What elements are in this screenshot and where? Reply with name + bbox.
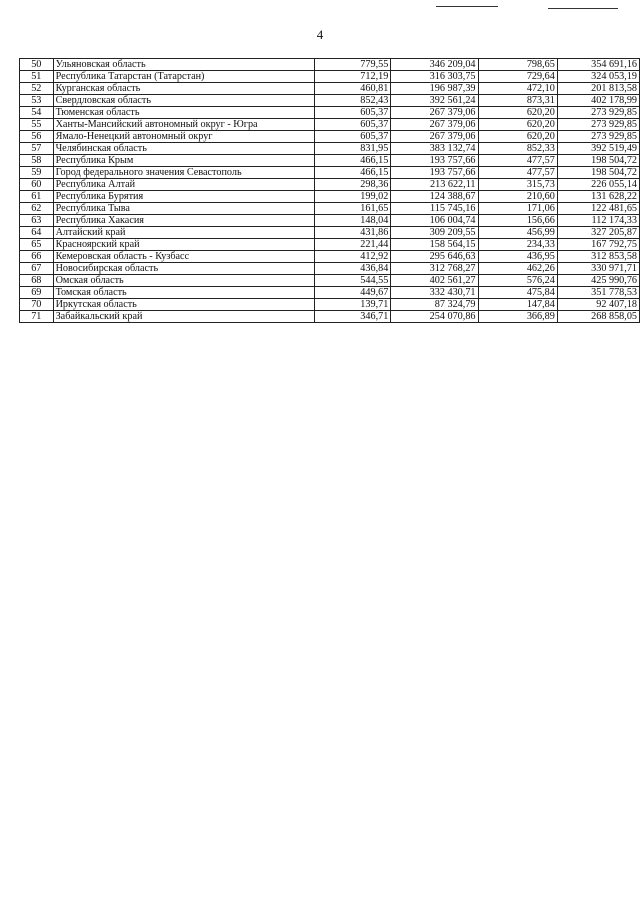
- table-row: [20, 83, 640, 95]
- value-4: 324 053,19: [557, 71, 639, 83]
- value-1: 346,71: [315, 311, 391, 323]
- value-1: 712,19: [315, 71, 391, 83]
- value-1: 449,67: [315, 287, 391, 299]
- region-name: Забайкальский край: [53, 311, 315, 323]
- row-number: 61: [20, 191, 54, 203]
- value-4: 122 481,65: [557, 203, 639, 215]
- row-number: 60: [20, 179, 54, 191]
- value-3: 475,84: [478, 287, 557, 299]
- value-3: 366,89: [478, 311, 557, 323]
- row-number: 64: [20, 227, 54, 239]
- value-2: 213 622,11: [391, 179, 478, 191]
- row-number: 71: [20, 311, 54, 323]
- value-2: 295 646,63: [391, 251, 478, 263]
- row-number: 68: [20, 275, 54, 287]
- value-1: 139,71: [315, 299, 391, 311]
- value-3: 620,20: [478, 131, 557, 143]
- value-3: 472,10: [478, 83, 557, 95]
- region-name: Ханты-Мансийский автономный округ - Югра: [53, 119, 315, 131]
- value-1: 436,84: [315, 263, 391, 275]
- region-name: Красноярский край: [53, 239, 315, 251]
- region-name: Новосибирская область: [53, 263, 315, 275]
- value-2: 115 745,16: [391, 203, 478, 215]
- value-2: 316 303,75: [391, 71, 478, 83]
- table-row: [20, 107, 640, 119]
- row-number: 59: [20, 167, 54, 179]
- region-name: Тюменская область: [53, 107, 315, 119]
- value-3: 576,24: [478, 275, 557, 287]
- region-name: Свердловская область: [53, 95, 315, 107]
- value-4: 402 178,99: [557, 95, 639, 107]
- value-4: 198 504,72: [557, 155, 639, 167]
- value-3: 234,33: [478, 239, 557, 251]
- value-1: 852,43: [315, 95, 391, 107]
- value-1: 412,92: [315, 251, 391, 263]
- value-4: 273 929,85: [557, 131, 639, 143]
- value-1: 605,37: [315, 131, 391, 143]
- row-number: 58: [20, 155, 54, 167]
- value-3: 477,57: [478, 155, 557, 167]
- value-3: 156,66: [478, 215, 557, 227]
- value-4: 312 853,58: [557, 251, 639, 263]
- value-4: 273 929,85: [557, 119, 639, 131]
- value-2: 196 987,39: [391, 83, 478, 95]
- value-2: 312 768,27: [391, 263, 478, 275]
- value-3: 171,06: [478, 203, 557, 215]
- row-number: 65: [20, 239, 54, 251]
- value-1: 161,65: [315, 203, 391, 215]
- row-number: 57: [20, 143, 54, 155]
- value-4: 351 778,53: [557, 287, 639, 299]
- page-number: 4: [316, 27, 324, 42]
- value-3: 456,99: [478, 227, 557, 239]
- value-2: 267 379,06: [391, 107, 478, 119]
- value-4: 112 174,33: [557, 215, 639, 227]
- value-2: 346 209,04: [391, 59, 478, 71]
- value-2: 383 132,74: [391, 143, 478, 155]
- value-1: 221,44: [315, 239, 391, 251]
- scan-artifact-line: [436, 6, 498, 7]
- value-3: 873,31: [478, 95, 557, 107]
- table-row: [20, 119, 640, 131]
- row-number: 69: [20, 287, 54, 299]
- value-1: 466,15: [315, 155, 391, 167]
- value-4: 201 813,58: [557, 83, 639, 95]
- table-row: [20, 143, 640, 155]
- value-4: 198 504,72: [557, 167, 639, 179]
- region-name: Республика Тыва: [53, 203, 315, 215]
- value-3: 798,65: [478, 59, 557, 71]
- value-3: 436,95: [478, 251, 557, 263]
- value-2: 124 388,67: [391, 191, 478, 203]
- value-3: 620,20: [478, 119, 557, 131]
- value-1: 831,95: [315, 143, 391, 155]
- region-name: Республика Бурятия: [53, 191, 315, 203]
- region-name: Ямало-Ненецкий автономный округ: [53, 131, 315, 143]
- row-number: 70: [20, 299, 54, 311]
- value-4: 273 929,85: [557, 107, 639, 119]
- row-number: 62: [20, 203, 54, 215]
- row-number: 66: [20, 251, 54, 263]
- value-3: 729,64: [478, 71, 557, 83]
- table-row: [20, 95, 640, 107]
- row-number: 56: [20, 131, 54, 143]
- value-2: 158 564,15: [391, 239, 478, 251]
- value-1: 466,15: [315, 167, 391, 179]
- table-row: [20, 299, 640, 311]
- table-row: [20, 155, 640, 167]
- value-3: 620,20: [478, 107, 557, 119]
- value-4: 167 792,75: [557, 239, 639, 251]
- table-row: [20, 287, 640, 299]
- value-2: 267 379,06: [391, 131, 478, 143]
- region-name: Республика Хакасия: [53, 215, 315, 227]
- region-name: Республика Крым: [53, 155, 315, 167]
- value-1: 779,55: [315, 59, 391, 71]
- row-number: 51: [20, 71, 54, 83]
- value-3: 147,84: [478, 299, 557, 311]
- regions-table: [19, 58, 640, 323]
- value-1: 544,55: [315, 275, 391, 287]
- value-4: 226 055,14: [557, 179, 639, 191]
- value-4: 330 971,71: [557, 263, 639, 275]
- table-row: [20, 167, 640, 179]
- table-row: [20, 251, 640, 263]
- table-row: [20, 263, 640, 275]
- region-name: Кемеровская область - Кузбасс: [53, 251, 315, 263]
- value-4: 327 205,87: [557, 227, 639, 239]
- row-number: 63: [20, 215, 54, 227]
- table-row: [20, 131, 640, 143]
- region-name: Томская область: [53, 287, 315, 299]
- value-3: 462,26: [478, 263, 557, 275]
- scan-artifact-line: [548, 8, 618, 9]
- table-row: [20, 239, 640, 251]
- value-2: 332 430,71: [391, 287, 478, 299]
- region-name: Курганская область: [53, 83, 315, 95]
- value-1: 460,81: [315, 83, 391, 95]
- region-name: Омская область: [53, 275, 315, 287]
- value-3: 210,60: [478, 191, 557, 203]
- row-number: 50: [20, 59, 54, 71]
- row-number: 55: [20, 119, 54, 131]
- value-2: 106 004,74: [391, 215, 478, 227]
- value-1: 605,37: [315, 107, 391, 119]
- table-row: [20, 203, 640, 215]
- table-row: [20, 275, 640, 287]
- value-3: 477,57: [478, 167, 557, 179]
- table-row: [20, 59, 640, 71]
- table-row: [20, 227, 640, 239]
- value-2: 193 757,66: [391, 155, 478, 167]
- table-row: [20, 215, 640, 227]
- row-number: 54: [20, 107, 54, 119]
- table-row: [20, 179, 640, 191]
- value-2: 392 561,24: [391, 95, 478, 107]
- value-4: 354 691,16: [557, 59, 639, 71]
- region-name: Алтайский край: [53, 227, 315, 239]
- row-number: 67: [20, 263, 54, 275]
- value-2: 254 070,86: [391, 311, 478, 323]
- value-3: 852,33: [478, 143, 557, 155]
- value-2: 309 209,55: [391, 227, 478, 239]
- region-name: Республика Алтай: [53, 179, 315, 191]
- value-2: 193 757,66: [391, 167, 478, 179]
- table-row: [20, 191, 640, 203]
- value-1: 605,37: [315, 119, 391, 131]
- value-1: 431,86: [315, 227, 391, 239]
- table-row: [20, 71, 640, 83]
- value-4: 92 407,18: [557, 299, 639, 311]
- row-number: 53: [20, 95, 54, 107]
- value-1: 148,04: [315, 215, 391, 227]
- value-2: 87 324,79: [391, 299, 478, 311]
- value-4: 392 519,49: [557, 143, 639, 155]
- value-4: 425 990,76: [557, 275, 639, 287]
- value-2: 402 561,27: [391, 275, 478, 287]
- value-4: 268 858,05: [557, 311, 639, 323]
- table-row: [20, 311, 640, 323]
- region-name: Город федерального значения Севастополь: [53, 167, 315, 179]
- value-4: 131 628,22: [557, 191, 639, 203]
- region-name: Республика Татарстан (Татарстан): [53, 71, 315, 83]
- region-name: Иркутская область: [53, 299, 315, 311]
- region-name: Челябинская область: [53, 143, 315, 155]
- value-3: 315,73: [478, 179, 557, 191]
- value-1: 298,36: [315, 179, 391, 191]
- region-name: Ульяновская область: [53, 59, 315, 71]
- value-2: 267 379,06: [391, 119, 478, 131]
- row-number: 52: [20, 83, 54, 95]
- value-1: 199,02: [315, 191, 391, 203]
